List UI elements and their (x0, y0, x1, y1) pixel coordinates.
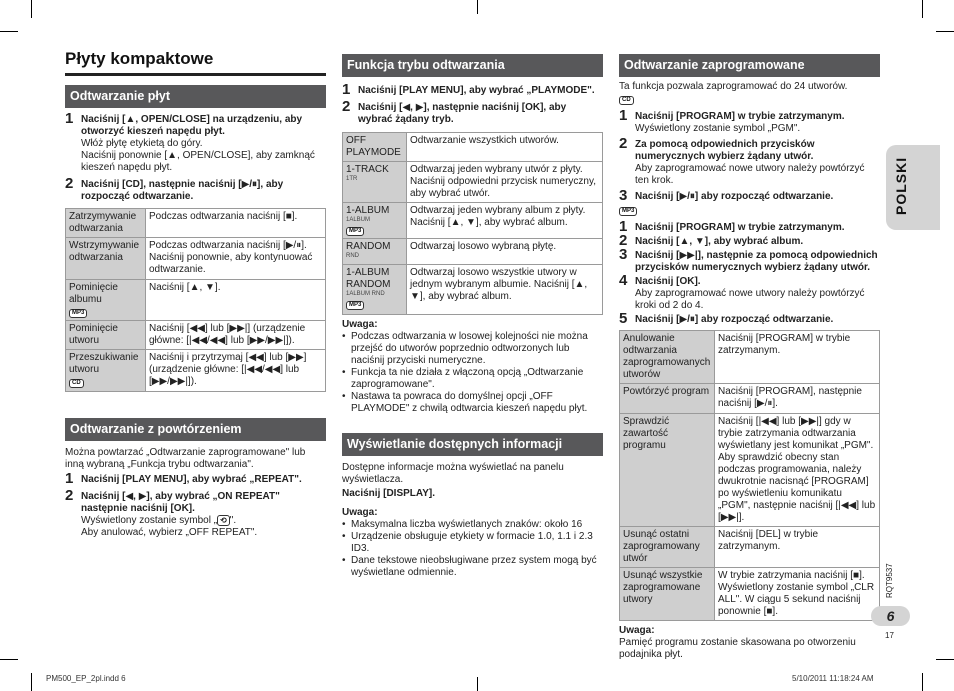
crop-mark (477, 677, 478, 691)
play-functions-table (65, 208, 326, 392)
section-header-program: Odtwarzanie zaprogramowane (619, 54, 880, 77)
mp3-badge: MP3 (346, 301, 364, 310)
table-row: OFF PLAYMODE Odtwarzanie wszystkich utworów. (343, 133, 603, 162)
mp3-step: 5 Naciśnij [▶/⏸] aby rozpocząć odtwarzanie. (619, 310, 834, 327)
table-row: Anulowanie odtwarzania zaprogramowanych utworów Naciśnij [PROGRAM] w trybie zatrzymanym. (620, 331, 880, 384)
section-header-info: Wyświetlanie dostępnych informacji (342, 433, 603, 456)
cd-step: 2 Za pomocą odpowiednich przycisków numerycznych wybierz żądany utwór. Aby zaprogramować nowe utwory należy powtórzyć ten krok. (619, 135, 865, 186)
list-item: • Funkcja ta nie działa z włączoną opcją „Odtwarzanie zaprogramowane". (342, 367, 603, 391)
mp3-badge: MP3 (346, 227, 364, 236)
crop-mark (0, 659, 18, 660)
program-note: Pamięć programu zostanie skasowana po otworzeniu podajnika płyt. (619, 637, 856, 660)
table-row: Usunąć ostatni zaprogramowany utwór Naciśnij [DEL] w trybie zatrzymanym. (620, 527, 880, 568)
sheet-number: 17 (885, 631, 894, 640)
column-right (619, 54, 880, 661)
title-rule (65, 73, 326, 76)
crop-mark (922, 673, 923, 691)
table-row: Pominięcie albumu MP3 Naciśnij [▲, ▼]. (66, 280, 326, 321)
crop-mark (31, 673, 32, 691)
cd-badge: CD (619, 96, 634, 105)
table-row: 1-ALBUM 1ALBUM MP3 Odtwarzaj jeden wybrany album z płyty. Naciśnij [▲, ▼], aby wybrać album. (343, 203, 603, 239)
table-row: Zatrzymywanie odtwarzania Podczas odtwarzania naciśnij [■]. (66, 209, 326, 238)
table-row: Powtórzyć program Naciśnij [PROGRAM], następnie naciśnij [▶/⏸]. (620, 384, 880, 414)
repeat-intro: Można powtarzać „Odtwarzanie zaprogramowane" lub inną wybraną „Funkcja trybu odtwarzania". (65, 447, 306, 470)
crop-mark (477, 0, 478, 14)
page-number: 6 (871, 606, 910, 626)
cd-step: 1 Naciśnij [PROGRAM] w trybie zatrzymanym. Wyświetlony zostanie symbol „PGM". (619, 107, 845, 134)
document-code: RQT9537 (885, 563, 894, 598)
info-intro: Dostępne informacje można wyświetlać na panelu wyświetlacza. (342, 462, 564, 485)
mode-step-2: 2 Naciśnij [◀, ▶], następnie naciśnij [OK], aby wybrać żądany tryb. (342, 98, 567, 125)
program-functions-table (619, 330, 880, 621)
table-row: Wstrzymywanie odtwarzania Podczas odtwarzania naciśnij [▶/⏸]. Naciśnij ponownie, aby kontynuować odtwarzanie. (66, 238, 326, 280)
list-item: • Maksymalna liczba wyświetlanych znaków: około 16 (342, 519, 603, 531)
table-row: 1-ALBUM RANDOM 1ALBUM RND MP3 Odtwarzaj losowo wszystkie utwory w jednym wybranym albumie. Naciśnij [▲, ▼], aby wybrać album. (343, 265, 603, 315)
playmode-notes (342, 331, 603, 415)
mp3-badge: MP3 (619, 207, 637, 216)
note-title: Uwaga: (342, 507, 378, 518)
table-row: Pominięcie utworu Naciśnij [◀◀] lub [▶▶|] (urządzenie główne: [|◀◀/◀◀] lub [▶▶/▶▶|]). (66, 321, 326, 350)
footer-file: PM500_EP_2pl.indd 6 (46, 674, 126, 683)
step-2: 2 Naciśnij [CD], następnie naciśnij [▶/⏸], aby rozpocząć odtwarzanie. (65, 175, 284, 202)
crop-mark (31, 0, 32, 18)
info-action: Naciśnij [DISPLAY]. (342, 488, 435, 499)
language-tab-label: POLSKI (893, 156, 909, 215)
table-row: Sprawdzić zawartość programu Naciśnij [|◀◀] lub [▶▶|] gdy w trybie zatrzymania odtwarzania wyświetlany jest komunikat „PGM". Aby sprawdzić obecny stan podczas programowania, należy dwukrotnie nacisnąć [PROGRAM] po wyświetleniu komunikatu „PGM", następnie naciśnij [|◀◀] lub [▶▶|]. (620, 414, 880, 527)
footer-date: 5/10/2011 11:18:24 AM (792, 674, 874, 683)
section-header-repeat: Odtwarzanie z powtórzeniem (65, 418, 326, 441)
mp3-step: 1 Naciśnij [PROGRAM] w trybie zatrzymanym. (619, 218, 845, 235)
crop-mark (936, 31, 954, 32)
mp3-step: 3 Naciśnij [▶▶|], następnie za pomocą odpowiednich przycisków numerycznych wybierz żądany utwór. (619, 246, 878, 273)
list-item: • Urządzenie obsługuje etykiety w formacie 1.0, 1.1 i 2.3 ID3. (342, 531, 603, 555)
repeat-step-1: 1 Naciśnij [PLAY MENU], aby wybrać „REPEAT". (65, 470, 302, 487)
crop-mark (936, 659, 954, 660)
note-title: Uwaga: (342, 319, 378, 330)
cd-badge: CD (69, 379, 84, 388)
section-header-playmode: Funkcja trybu odtwarzania (342, 54, 603, 77)
note-title: Uwaga: (619, 625, 655, 636)
crop-mark (0, 31, 18, 32)
mode-step-1: 1 Naciśnij [PLAY MENU], aby wybrać „PLAYMODE". (342, 81, 595, 98)
cd-step: 3 Naciśnij [▶/⏸] aby rozpocząć odtwarzanie. (619, 187, 834, 204)
crop-mark (922, 0, 923, 18)
list-item: • Podczas odtwarzania w losowej kolejności nie można przejść do utworów poprzednio odtworzonych lub naciśnij przyciski numeryczne. (342, 331, 603, 367)
section-header-play: Odtwarzanie płyt (65, 85, 326, 108)
table-row: RANDOM RND Odtwarzaj losowo wybraną płytę. (343, 239, 603, 265)
column-middle (342, 54, 603, 579)
mp3-step: 4 Naciśnij [OK]. Aby zaprogramować nowe utwory należy powtórzyć kroki od 2 do 4. (619, 272, 865, 311)
repeat-step-2: 2 Naciśnij [◀, ▶], aby wybrać „ON REPEAT" następnie naciśnij [OK]. Wyświetlony zostanie symbol „ ⟲ ". Aby anulować, wybierz „OFF REPEAT". (65, 487, 280, 538)
table-row: Przeszukiwanie utworu CD Naciśnij i przytrzymaj [◀◀] lub [▶▶] (urządzenie główne: [|◀◀/◀◀] lub [▶▶/▶▶|]). (66, 350, 326, 392)
page-title: Płyty kompaktowe (65, 49, 214, 68)
step-1: 1 Naciśnij [▲, OPEN/CLOSE] na urządzeniu, aby otworzyć kieszeń napędu płyt. Włóż płytę etykietą do góry. Naciśnij ponownie [▲, OPEN/CLOSE], aby zamknąć kieszeń napędu płyt. (65, 110, 315, 173)
column-left (65, 48, 326, 539)
table-row: Usunąć wszystkie zaprogramowane utwory W trybie zatrzymania naciśnij [■]. Wyświetlony zostanie symbol „CLR ALL". W ciągu 5 sekund naciśnij ponownie [■]. (620, 568, 880, 621)
playmode-table (342, 132, 603, 315)
list-item: • Dane tekstowe nieobsługiwane przez system mogą być wyświetlane odmiennie. (342, 555, 603, 579)
mp3-badge: MP3 (69, 309, 87, 318)
list-item: • Nastawa ta powraca do domyślnej opcji „OFF PLAYMODE" z chwilą odtwarcia kieszeń napędu płyt. (342, 391, 603, 415)
table-row: 1-TRACK 1TR Odtwarzaj jeden wybrany utwór z płyty. Naciśnij odpowiedni przycisk numeryczny, aby wybrać utwór. (343, 162, 603, 203)
info-notes (342, 519, 603, 579)
repeat-icon: ⟲ (217, 515, 230, 526)
mp3-step: 2 Naciśnij [▲, ▼], aby wybrać album. (619, 232, 804, 249)
program-intro: Ta funkcja pozwala zaprogramować do 24 utworów. (619, 81, 848, 92)
